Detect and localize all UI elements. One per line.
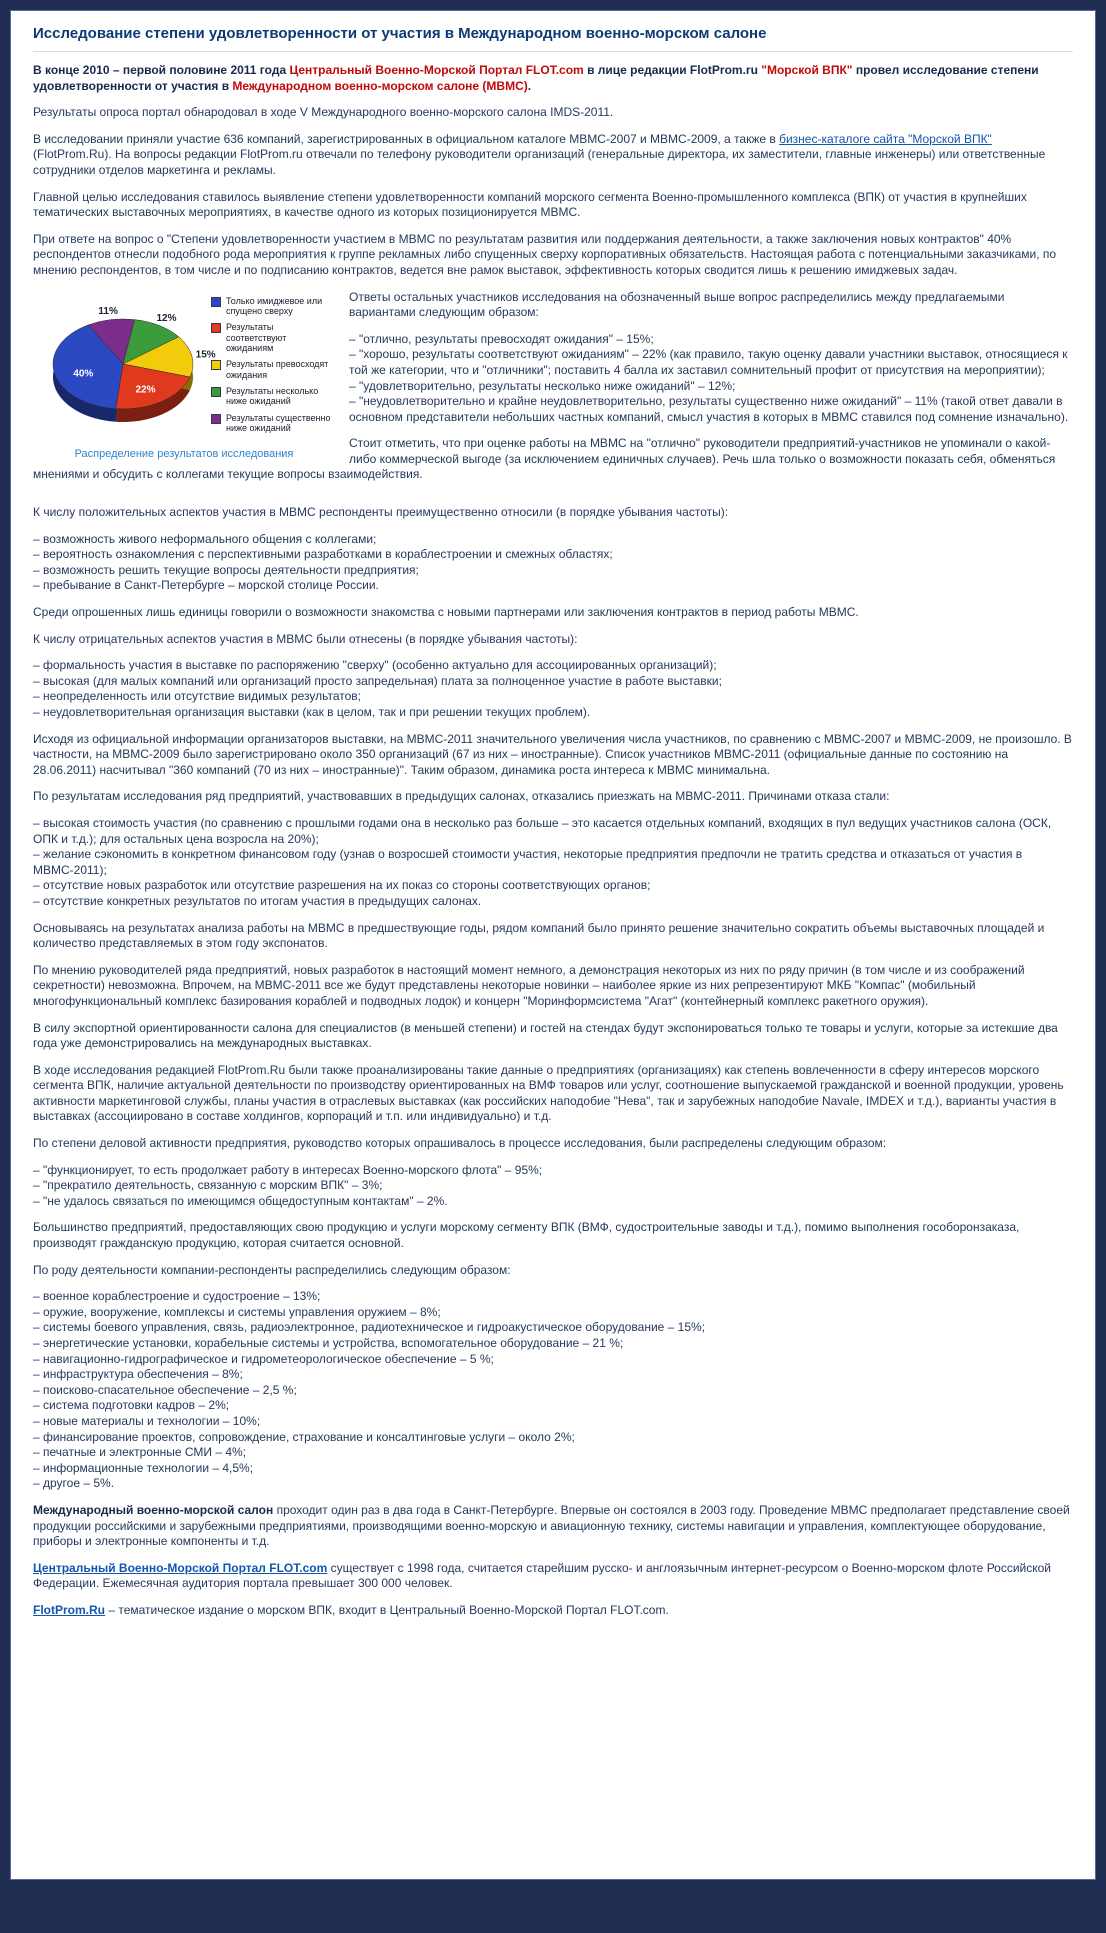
text-run: – желание сэкономить в конкретном финансовом году (узнав о возросшей стоимости участия, некоторые предприятия предпочли не тратить средства и отказаться от участия в МВМС-2011); (33, 847, 1023, 877)
list-item (33, 1367, 1073, 1383)
legend-swatch (211, 414, 221, 424)
text-run: – отсутствие новых разработок или отсутствие разрешения на их показ со стороны соответствующих органов; (33, 878, 651, 893)
paragraph (33, 1021, 1073, 1052)
text-run: – другое – 5%. (33, 1476, 115, 1491)
list-item (33, 1305, 1073, 1321)
chart-caption-link[interactable]: Распределение результатов исследования (74, 447, 294, 460)
list-item (33, 563, 1073, 579)
pie-label: 22% (135, 384, 156, 396)
list-item (33, 1398, 1073, 1414)
list-item (33, 689, 1073, 705)
paragraph (33, 132, 1073, 179)
text-run: В исследовании приняли участие 636 компаний, зарегистрированных в официальном каталоге МВМС-2007 и МВМС-2009, а также в (33, 131, 780, 146)
text-run: Большинство предприятий, предоставляющих свою продукцию и услуги морскому сегменту ВПК (ВМФ, судостроительные заводы и т.д.), помимо выполнения гособоронзаказа, производят гражданскую продукцию, которая считается основной. (33, 1220, 1020, 1251)
text-run: – "функционирует, то есть продолжает работу в интересах Военно-морского флота" – 95%; (33, 1162, 543, 1177)
text-run: провел исследование степени удовлетворенности от участия в (33, 63, 1039, 93)
paragraph (33, 1136, 1073, 1152)
text-run: "Морской ВПК" (761, 63, 853, 77)
survey-pie-chart (33, 292, 335, 461)
content-page (10, 10, 1096, 1880)
text-run: К числу положительных аспектов участия в МВМС респонденты преимущественно относили (в порядке убывания частоты): (33, 505, 729, 520)
pie-label: 15% (195, 348, 216, 360)
list-item (33, 705, 1073, 721)
text-run: Стоит отметить, что при оценке работы на МВМС на "отлично" руководители предприятий-участников не упоминали о какой-либо коммерческой выгоде (за исключением единичных случаев). Речь шла только о возможности показать себя, обменяться мнениями и обсудить с коллегами текущие вопросы взаимодействия. (33, 436, 1056, 482)
text-run: (FlotProm.Ru). На вопросы редакции FlotProm.ru отвечали по телефону руководители организаций (генеральные директора, их заместители, главные инженеры) или ответственные сотрудники отделов маркетинга и рекламы. (33, 147, 1046, 177)
list-item (33, 1163, 1073, 1179)
list-item (33, 894, 1073, 910)
list-item (33, 1336, 1073, 1352)
list-item (33, 1476, 1073, 1492)
list-item (33, 1445, 1073, 1461)
text-run: – печатные и электронные СМИ – 4%; (33, 1445, 247, 1460)
text-run: – системы боевого управления, связь, радиоэлектронное, радиотехническое и гидроакустическое оборудование – 15%; (33, 1320, 706, 1335)
list-item (33, 1414, 1073, 1430)
list-item (33, 1178, 1073, 1194)
paragraph (33, 1063, 1073, 1125)
dash-list (33, 532, 1073, 594)
text-run: Основываясь на результатах анализа работы на МВМС в предшествующие годы, рядом компаний было принято решение значительно сократить объемы выставочных площадей и количество представляемых в этом году экспонатов. (33, 920, 1045, 951)
text-run: – энергетические установки, корабельные системы и устройства, вспомогательное оборудование – 21 %; (33, 1336, 624, 1350)
text-run: – "неудовлетворительно и крайне неудовлетворительно, результаты существенно ниже ожиданий" – 11% (такой ответ давали в основном представители небольших частных компаний, смысл участия в которых в МВМС ставился под сомнение изначально). (349, 394, 1069, 424)
text-run: Международном военно-морском салоне (МВМС) (232, 78, 528, 93)
text-run: Исходя из официальной информации организаторов выставки, на МВМС-2011 значительного увеличения числа участников, по сравнению с МВМС-2007 и МВМС-2009, не произошло. В частности, на МВМС-2009 было зарегистрировано около 350 организаций (67 из них – иностранные). Список участников МВМС-2011 (официальные данные по состоянию на 28.06.2011) насчитывал "360 компаний (70 из них – иностранные)". Таким образом, динамика роста интереса к МВМС минимальна. (33, 731, 1072, 777)
list-item (33, 674, 1073, 690)
article-top (33, 63, 1073, 279)
text-run: Центральный Военно-Морской Портал FLOT.com (289, 63, 584, 77)
list-item (33, 1194, 1073, 1210)
text-run: По роду деятельности компании-респонденты распределились следующим образом: (33, 1262, 511, 1277)
text-run: Главной целью исследования ставилось выявление степени удовлетворенности компаний морского сегмента Военно-промышленного комплекса (ВПК) от участия в крупнейших тематических выставочных мероприятиях, в качестве одного из которых позиционируется МВМС. (33, 189, 1027, 220)
legend-label: Результаты соответствуют ожиданиям (226, 322, 287, 353)
dash-list (33, 1163, 1073, 1210)
pie-label: 40% (73, 367, 94, 379)
text-run: существует с 1998 года, считается старейшим русско- и англоязычным интернет-ресурсом о Военно-морском флоте Российской Федерации. Ежемесячная аудитория портала превышает 300 000 человек. (33, 1560, 1052, 1591)
text-run: Среди опрошенных лишь единицы говорили о возможности знакомства с новыми партнерами или заключения контрактов в период работы МВМС. (33, 605, 859, 620)
legend-swatch (211, 387, 221, 397)
legend-label: Только имиджевое или спущено сверху (226, 295, 323, 316)
legend-swatch (211, 360, 221, 370)
paragraph (33, 1603, 1073, 1619)
text-run: – финансирование проектов, сопровождение, страхование и консалтинговые услуги – около 2%; (33, 1429, 575, 1444)
paragraph (33, 963, 1073, 1010)
text-run: В силу экспортной ориентированности салона для специалистов (в меньшей степени) и гостей на стендах будут экспонироваться только те товары и услуги, которые за истекшие два года уже демонстрировались на международных выставках. (33, 1020, 1058, 1051)
legend-item (211, 296, 335, 317)
text-run: – оружие, вооружение, комплексы и системы управления оружием – 8%; (33, 1304, 441, 1319)
text-run: – формальность участия в выставке по распоряжению "сверху" (особенно актуально для ассоциированных организаций); (33, 658, 717, 673)
list-item (33, 1289, 1073, 1305)
list-item (33, 1320, 1073, 1336)
paragraph (33, 105, 1073, 121)
chart-legend (211, 296, 335, 440)
page-title: Исследование степени удовлетворенности от участия в Международном военно-морском салоне (33, 25, 767, 42)
text-run: – тематическое издание о морском ВПК, входит в Центральный Военно-Морской Портал FLOT.com. (105, 1602, 669, 1617)
paragraph (33, 1263, 1073, 1279)
list-item (33, 878, 1073, 894)
legend-label: Результаты несколько ниже ожиданий (226, 385, 319, 407)
text-run: в лице редакции FlotProm.ru (583, 63, 762, 77)
list-item (33, 847, 1073, 878)
list-item (33, 1461, 1073, 1477)
paragraph (33, 505, 1073, 521)
legend-item (211, 413, 335, 434)
text-run: – высокая (для малых компаний или организаций просто запредельная) плата за полноценное участие в работе выставки; (33, 673, 722, 688)
text-run: – "прекратило деятельность, связанную с морским ВПК" – 3%; (33, 1178, 383, 1193)
pie-chart-canvas (33, 292, 335, 444)
list-item (33, 1383, 1073, 1399)
text-run: Результаты опроса портал обнародовал в ходе V Международного военно-морского салона IMDS-2011. (33, 105, 614, 120)
text-run: – система подготовки кадров – 2%; (33, 1398, 230, 1413)
legend-label: Результаты существенно ниже ожиданий (226, 412, 331, 433)
text-run: Международный военно-морской салон (33, 1502, 274, 1517)
list-item (33, 532, 1073, 548)
inline-link[interactable]: Центральный Военно-Морской Портал FLOT.com (33, 1560, 328, 1575)
text-run: – отсутствие конкретных результатов по итогам участия в предыдущих салонах. (33, 893, 482, 908)
paragraph (33, 921, 1073, 952)
article-bottom (33, 505, 1073, 1618)
text-run: По мнению руководителей ряда предприятий, новых разработок в настоящий момент немного, а демонстрация некоторых из них по ряду причин (в том числе и из соображений секретности) невозможна. Впрочем, на МВМС-2011 все же будут представлены некоторые новинки – наиболее яркие из них репрезентируют МКБ "Компас" (мобильный многофункциональный комплекс базирования кораблей и подводных лодок) и концерн "Моринформсистема "Агат" (контейнерный комплекс ракетного оружия). (33, 962, 1025, 1008)
dash-list (33, 1289, 1073, 1492)
text-run: По результатам исследования ряд предприятий, участвовавших в предыдущих салонах, отказались приезжать на МВМС-2011. Причинами отказа стали: (33, 789, 890, 804)
dash-list (33, 816, 1073, 910)
article-mid (33, 290, 1073, 484)
legend-swatch (211, 297, 221, 307)
text-run: – вероятность ознакомления с перспективными разработками в кораблестроении и смежных областях; (33, 547, 613, 562)
paragraph (33, 1503, 1073, 1550)
text-run: – неудовлетворительная организация выставки (как в целом, так и при решении текущих проблем). (33, 705, 591, 719)
paragraph (33, 732, 1073, 779)
text-run: К числу отрицательных аспектов участия в МВМС были отнесены (в порядке убывания частоты): (33, 631, 578, 646)
list-item (33, 547, 1073, 563)
text-run: – возможность живого неформального общения с коллегами; (33, 531, 377, 546)
legend-item (211, 386, 335, 407)
paragraph (33, 190, 1073, 221)
text-run: проходит один раз в два года в Санкт-Петербурге. Впервые он состоялся в 2003 году. Проведение МВМС предполагает представление своей продукции российскими и зарубежными предприятиями, производящими военно-морскую и авиационную технику, системы навигации и управления, комплектующее оборудование, приборы и электронные компоненты и т.д. (33, 1502, 1070, 1549)
text-run: . (527, 78, 532, 93)
text-run: По степени деловой активности предприятия, руководство которых опрашивалось в процессе исследования, были распределены следующим образом: (33, 1136, 887, 1151)
list-item (33, 658, 1073, 674)
list-item (33, 578, 1073, 594)
text-run: – военное кораблестроение и судостроение – 13%; (33, 1289, 321, 1304)
text-run: В ходе исследования редакцией FlotProm.Ru были также проанализированы такие данные о предприятиях (организациях) как степень вовлеченности в сферу интересов морского сегмента ВПК, наличие актуальной деятельности по производству ориентированных на ВМФ товаров или услуг, соотношение выпускаемой гражданской и военной продукции, уровень активности маркетинговой службы, планы участия в отраслевых выставках (как российских наподобие "Нева", так и зарубежных наподобие Navale, IMDEX и т.д.), варианты участия в выставках (ассоциировано в составе холдингов, корпораций и т.п. или индивидуально) и т.д. (33, 1062, 1064, 1124)
list-item (33, 816, 1073, 847)
legend-item (211, 322, 335, 353)
text-run: – поисково-спасательное обеспечение – 2,5 %; (33, 1382, 297, 1397)
legend-label: Результаты превосходят ожидания (226, 359, 329, 380)
inline-link[interactable]: FlotProm.Ru (33, 1602, 105, 1617)
text-run: В конце 2010 – первой половине 2011 года (33, 63, 290, 77)
paragraph (33, 605, 1073, 621)
text-run: – "не удалось связаться по имеющимся общедоступным контактам" – 2%. (33, 1193, 448, 1208)
text-run: – "хорошо, результаты соответствуют ожиданиям" – 22% (как правило, такую оценку давали участники выставок, относящиеся к той же категории, что и "отличники"; поставить 4 балла их заставил сомнительный профит от присутствия на мероприятии); (349, 347, 1068, 377)
pie-label: 12% (156, 312, 177, 324)
text-run: – высокая стоимость участия (по сравнению с прошлыми годами она в несколько раз больше – это касается отдельных компаний, входящих в пул ведущих участников салона (ОСК, ОПК и т.д.); для остальных цена возросла на 20%); (33, 815, 1052, 846)
text-run: – "удовлетворительно, результаты несколько ниже ожиданий" – 12%; (349, 378, 736, 393)
text-run: – "отлично, результаты превосходят ожидания" – 15%; (349, 331, 654, 346)
paragraph (33, 1561, 1073, 1592)
dash-list (33, 658, 1073, 720)
paragraph (33, 789, 1073, 805)
text-run: – информационные технологии – 4,5%; (33, 1460, 254, 1475)
article-header (33, 25, 1073, 52)
text-run: Ответы остальных участников исследования на обозначенный выше вопрос распределились между предлагаемыми вариантами следующим образом: (349, 289, 1005, 320)
text-run: – возможность решить текущие вопросы деятельности предприятия; (33, 562, 419, 577)
list-item (33, 1430, 1073, 1446)
text-run: – пребывание в Санкт-Петербурге – морской столице России. (33, 578, 379, 593)
article-body (33, 63, 1073, 1619)
legend-item (211, 359, 335, 380)
text-run: – новые материалы и технологии – 10%; (33, 1413, 261, 1428)
paragraph (33, 1220, 1073, 1251)
paragraph (33, 632, 1073, 648)
legend-swatch (211, 323, 221, 333)
paragraph (33, 63, 1073, 94)
text-run: При ответе на вопрос о "Степени удовлетворенности участием в МВМС по результатам развития или поддержания деятельности, а также заключения новых контрактов" 40% респондентов отнесли подобного рода мероприятия к группе рекламных либо спущенных сверху корпоративных обязательств. Настоящая работа с потенциальными заказчиками, по мнению респондентов, в том числе и по подписанию контрактов, ведется вне рамок выставок, эффективность которых сводится лишь к решению имиджевых задач. (33, 231, 1057, 277)
paragraph (33, 232, 1073, 279)
inline-link[interactable]: бизнес-каталоге сайта "Морской ВПК" (779, 131, 992, 146)
text-run: – инфраструктура обеспечения – 8%; (33, 1367, 243, 1382)
text-run: – неопределенность или отсутствие видимых результатов; (33, 689, 361, 704)
text-run: – навигационно-гидрографическое и гидрометеорологическое обеспечение – 5 %; (33, 1351, 494, 1366)
list-item (33, 1352, 1073, 1368)
pie-label: 11% (98, 305, 118, 317)
